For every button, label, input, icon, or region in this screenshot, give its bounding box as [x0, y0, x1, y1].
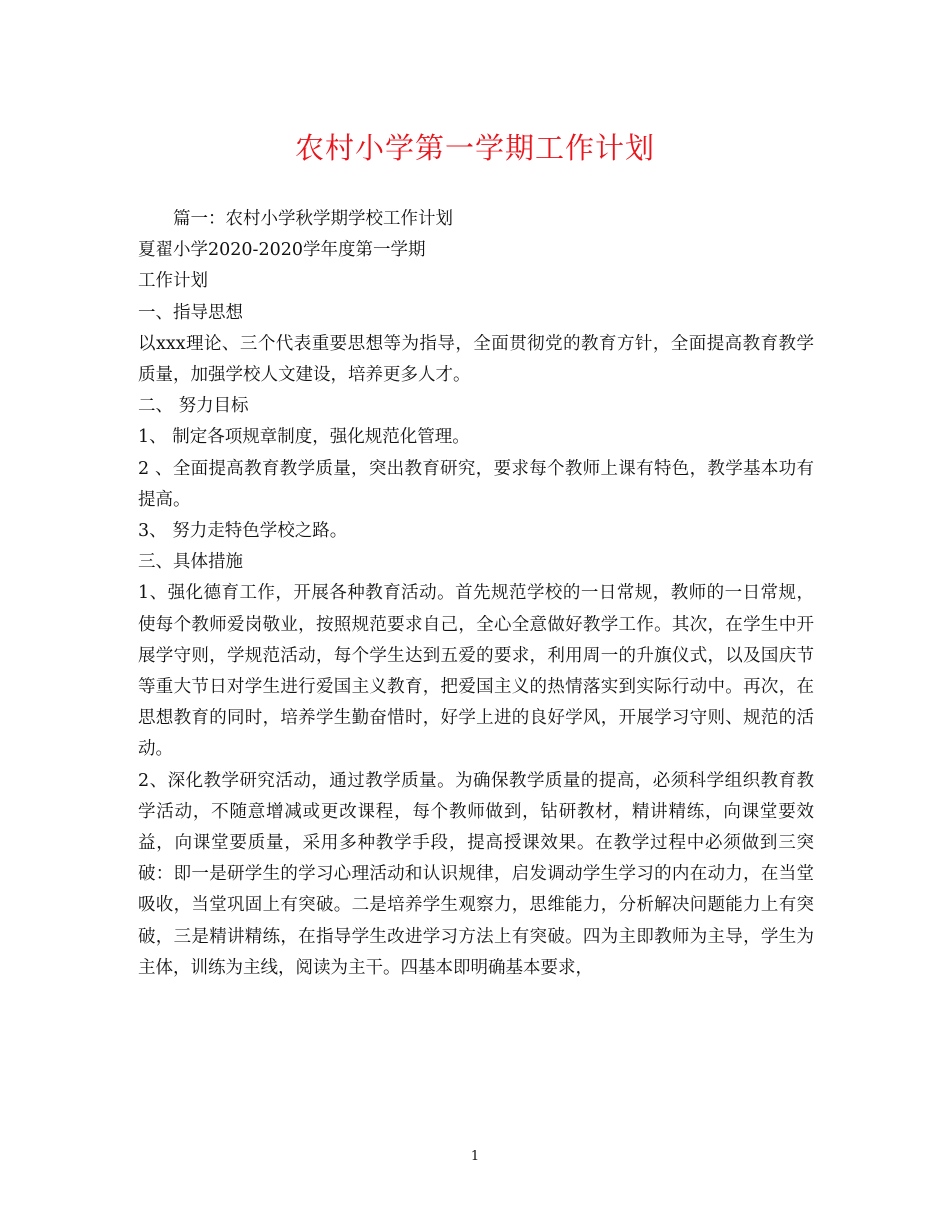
section-heading: 一、指导思想	[138, 302, 243, 323]
list-item: 3、 努力走特色学校之路。	[138, 521, 348, 542]
paragraph: 工作计划	[138, 271, 208, 292]
section-heading: 二、 努力目标	[138, 396, 249, 417]
list-item: 1、强化德育工作，开展各种教育活动。首先规范学校的一日常规，教师的一日常规，使每个教师爱岗敬业，按照规范要求自己，全心全意做好教学工作。其次，在学生中开展学守则，学规范活动，每个学生达到五爱的要求，利用周一的升旗仪式，以及国庆节等重大节日对学生进行爱国主义教育，把爱国主义的热情落实到实际行动中。再次，在思想教育的同时，培养学生勤奋惜时，好学上进的良好学风，开展学习守则、规范的活动。	[138, 583, 814, 760]
list-item: 2、深化教学研究活动，通过教学质量。为确保教学质量的提高，必须科学组织教育教学活动，不随意增减或更改课程，每个教师做到，钻研教材，精讲精练，向课堂要效益，向课堂要质量，采用多种教学手段，提高授课效果。在教学过程中必须做到三突破：即一是研学生的学习心理活动和认识规律，启发调动学生学习的内在动力，在当堂吸收，当堂巩固上有突破。二是培养学生观察力，思维能力，分析解决问题能力上有突破，三是精讲精练，在指导学生改进学习方法上有突破。四为主即教师为主导，学生为主体，训练为主线，阅读为主干。四基本即明确基本要求，	[138, 770, 814, 978]
section-heading: 三、具体措施	[138, 552, 243, 573]
paragraph: 夏翟小学2020-2020学年度第一学期	[138, 240, 426, 261]
page-number: 1	[470, 1149, 480, 1164]
document-title: 农村小学第一学期工作计划	[294, 131, 655, 165]
paragraph: 以xxx理论、三个代表重要思想等为指导，全面贯彻党的教育方针，全面提高教育教学质量，加强学校人文建设，培养更多人才。	[138, 333, 814, 386]
document-body	[138, 204, 814, 984]
section-heading: 篇一：农村小学秋学期学校工作计划	[173, 209, 453, 229]
list-item: 2 、全面提高教育教学质量，突出教育研究，要求每个教师上课有特色，教学基本功有提高。	[138, 458, 814, 510]
list-item: 1、 制定各项规章制度，强化规范化管理。	[138, 427, 470, 448]
